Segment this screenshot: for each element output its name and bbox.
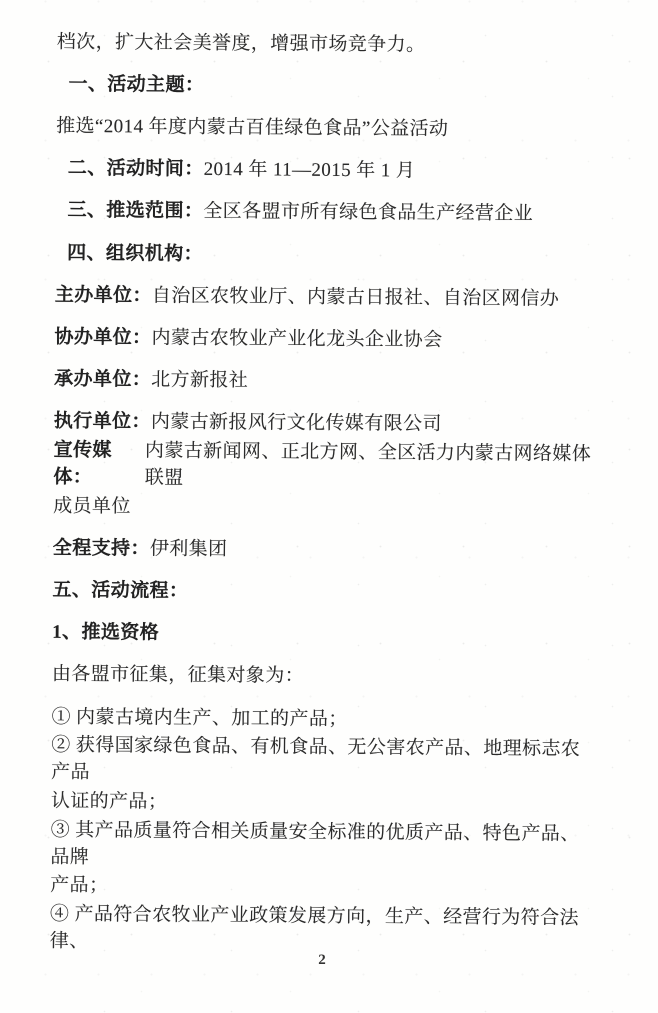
text-line [52,609,600,655]
line-text: ② 获得国家绿色食品、有机食品、无公害农产品、地理标志农产品 [51,734,581,784]
line-label: 一、活动主题： [68,73,205,96]
line-text: 2014 年 11—2015 年 1 月 [203,159,416,182]
text-line [52,567,600,613]
line-label: 三、推选范围： [67,200,204,223]
line-text: 认证的产品； [50,790,168,813]
text-line [50,905,598,951]
document-body [50,19,605,951]
text-line [54,314,602,360]
text-line [53,441,601,487]
line-label: 执行单位： [53,410,151,433]
line-text: ④ 产品符合农牧业产业政策发展方向，生产、经营行为符合法律、 [49,903,579,953]
line-text: 产品； [50,875,109,897]
line-text: 内蒙古新闻网、正北方网、全区活力内蒙古网络媒体联盟 [144,440,592,489]
line-text: 由各盟市征集，征集对象为： [51,664,305,688]
line-text: 成员单位 [53,495,131,517]
line-text: 内蒙古新报风行文化传媒有限公司 [150,411,442,436]
text-line [55,230,603,276]
line-label: 五、活动流程： [52,579,189,602]
text-line [50,820,598,866]
line-text: ① 内蒙古境内生产、加工的产品； [51,706,348,730]
text-line [53,525,601,571]
text-line [55,272,603,318]
text-line [56,145,604,191]
line-text: ③ 其产品质量符合相关质量安全标准的优质产品、特色产品、品牌 [50,819,580,868]
line-label: 1、推选资格 [52,621,160,644]
line-label: 全程支持： [52,537,150,560]
line-text: 推选“2014 年度内蒙古百佳绿色食品”公益活动 [56,115,449,140]
line-text: 内蒙古农牧业产业化龙头企业协会 [151,327,443,351]
text-line [54,356,602,402]
line-text: 北方新报社 [151,369,249,392]
text-line [51,736,599,782]
text-line [57,19,605,65]
text-line [55,187,603,233]
line-label: 协办单位： [54,326,152,349]
text-line [56,61,604,107]
page-number: 2 [318,952,326,968]
line-label: 宣传媒体： [53,439,112,488]
line-label: 主办单位： [54,284,152,307]
line-text: 伊利集团 [149,538,228,560]
line-text: 自治区农牧业厅、内蒙古日报社、自治区网信办 [151,285,560,310]
line-label: 承办单位： [54,368,152,391]
line-text: 全区各盟市所有绿色食品生产经营企业 [203,201,534,225]
line-label: 二、活动时间： [67,157,204,181]
line-text: 档次，扩大社会美誉度，增强市场竞争力。 [56,31,426,56]
line-label: 四、组织机构： [67,242,204,265]
text-line [52,652,600,698]
text-line [56,103,604,149]
